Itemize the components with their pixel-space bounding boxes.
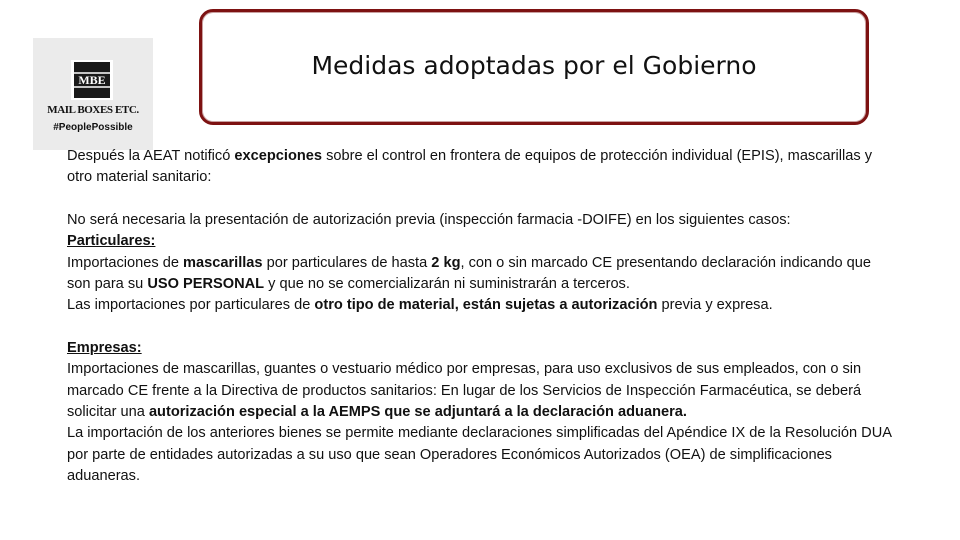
text: Las importaciones por particulares de — [67, 297, 315, 314]
text-bold: USO PERSONAL — [147, 276, 265, 293]
text: Importaciones de mascarillas, guantes o vestuario médico por empresas, para uso exclusivos de sus empleados, con o sin marcado CE frente a la Directiva de productos sanitarios: En lugar de los Servicios de Inspección Farmacéutica, se deberá solicitar una — [67, 361, 862, 421]
text: , con o sin marcado CE presentando declaración indicando que son para su — [67, 254, 871, 293]
text: Importaciones de — [67, 254, 184, 271]
empresas-heading: Empresas: — [67, 339, 142, 356]
text-bold: otro tipo de material, están sujetas a autorización — [314, 297, 658, 314]
slide-title: Medidas adoptadas por el Gobierno — [311, 50, 757, 80]
title-box — [199, 9, 869, 125]
text: previa y expresa. — [657, 297, 773, 314]
logo-tagline: #PeoplePossible — [53, 122, 133, 133]
intro-paragraph — [67, 146, 897, 189]
text-bold: 2 kg — [431, 254, 461, 271]
text: y que no se comercializarán ni suministrarán a terceros. — [264, 276, 630, 293]
particulares-item-2 — [67, 295, 897, 316]
intro-text-1: Después la AEAT notificó — [67, 148, 235, 164]
mbe-logo — [33, 38, 153, 150]
empresas-item-2: La importación de los anteriores bienes se permite mediante declaraciones simplificadas del Apéndice IX de la Resolución DUA por parte de entidades autorizadas a su uso que sean Operadores Económicos Autorizados (OEA) de simplificaciones aduaneras. — [67, 425, 892, 485]
mbe-logo-mark — [71, 60, 113, 100]
text-bold: autorización especial a la AEMPS que se adjuntará a la declaración aduanera. — [148, 404, 687, 421]
text: por particulares de hasta — [262, 254, 432, 271]
particulares-item-1 — [67, 253, 897, 296]
slide-body — [67, 146, 897, 488]
intro-text-2: sobre el control en frontera de equipos de protección individual (EPIS), mascarillas y otro material sanitario: — [67, 148, 872, 186]
intro-text-bold: excepciones — [234, 148, 323, 164]
empresas-item-1 — [67, 359, 897, 423]
text-bold: mascarillas — [183, 254, 263, 271]
particulares-heading: Particulares: — [67, 233, 156, 250]
particulares-lead: No será necesaria la presentación de autorización previa (inspección farmacia -DOIFE) en los siguientes casos: — [67, 211, 791, 228]
mbe-logo-mark-text: MBE — [78, 73, 106, 87]
logo-brand-name: MAIL BOXES ETC. — [47, 104, 139, 116]
